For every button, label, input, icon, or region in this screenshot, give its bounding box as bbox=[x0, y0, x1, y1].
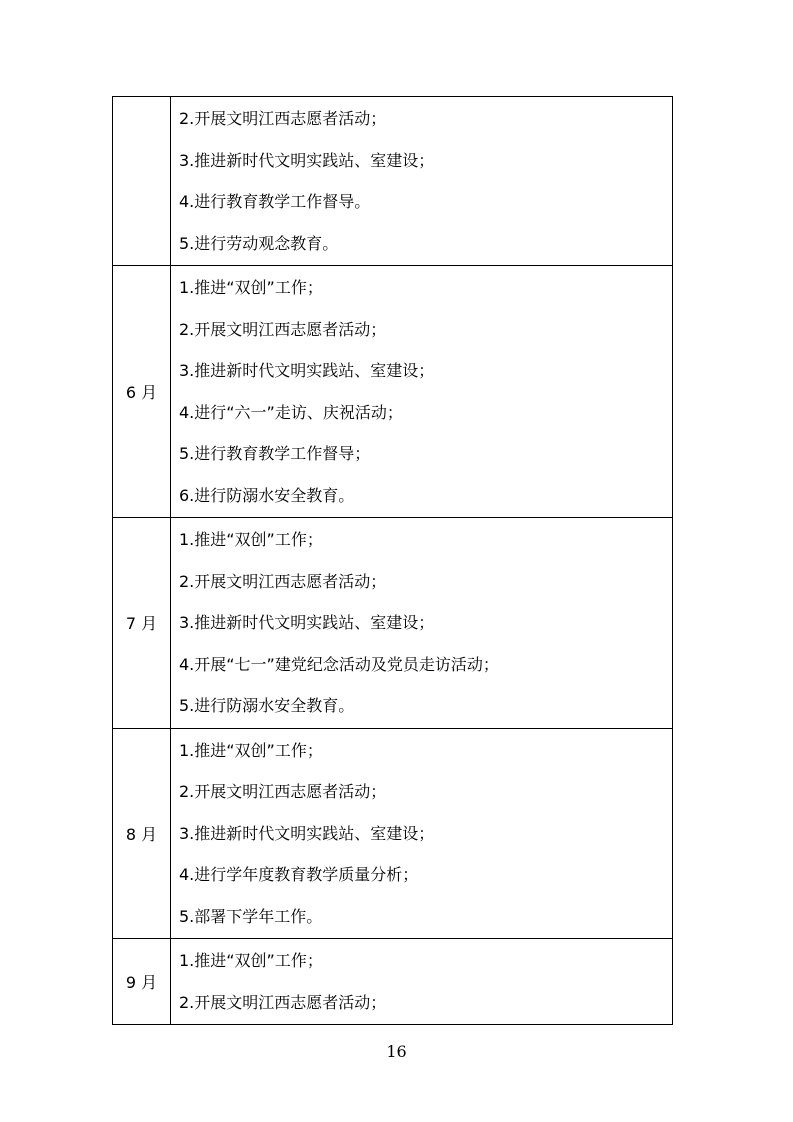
month-cell: 9 月 bbox=[113, 939, 171, 1025]
task-item: 6.进行防溺水安全教育。 bbox=[179, 485, 355, 505]
task-list-cell bbox=[171, 97, 673, 266]
month-cell: 7 月 bbox=[113, 518, 171, 729]
task-list-cell bbox=[171, 518, 673, 729]
month-cell: 8 月 bbox=[113, 728, 171, 939]
task-item: 1.推进“双创”工作； bbox=[179, 278, 323, 297]
task-item: 4.进行“六一”走访、庆祝活动； bbox=[179, 402, 403, 422]
table-row bbox=[113, 266, 673, 518]
task-item: 5.进行防溺水安全教育。 bbox=[179, 696, 355, 715]
task-item: 3.推进新时代文明实践站、室建设； bbox=[179, 361, 435, 380]
task-item: 2.开展文明江西志愿者活动； bbox=[179, 109, 387, 128]
schedule-body bbox=[113, 97, 673, 1025]
task-item: 1.推进“双创”工作； bbox=[179, 740, 323, 760]
task-item: 1.推进“双创”工作； bbox=[179, 951, 323, 970]
task-list-cell bbox=[171, 939, 673, 1025]
task-list-cell bbox=[171, 728, 673, 939]
month-cell: 6 月 bbox=[113, 266, 171, 518]
table-row bbox=[113, 518, 673, 729]
task-item: 2.开展文明江西志愿者活动； bbox=[179, 319, 387, 339]
task-item: 5.部署下学年工作。 bbox=[179, 906, 323, 926]
task-item: 3.推进新时代文明实践站、室建设； bbox=[179, 613, 435, 632]
table-row bbox=[113, 939, 673, 1025]
task-item: 4.开展“七一”建党纪念活动及党员走访活动； bbox=[179, 654, 499, 674]
task-item: 5.进行劳动观念教育。 bbox=[179, 233, 339, 253]
task-list-cell bbox=[171, 266, 673, 518]
task-item: 2.开展文明江西志愿者活动； bbox=[179, 992, 387, 1012]
task-item: 3.推进新时代文明实践站、室建设； bbox=[179, 823, 435, 843]
task-item: 3.推进新时代文明实践站、室建设； bbox=[179, 150, 435, 170]
task-item: 2.开展文明江西志愿者活动； bbox=[179, 782, 387, 801]
month-cell bbox=[113, 97, 171, 266]
schedule-table bbox=[112, 96, 673, 1025]
page-number: 16 bbox=[386, 1042, 407, 1061]
task-item: 5.进行教育教学工作督导； bbox=[179, 444, 371, 463]
table-row bbox=[113, 728, 673, 939]
task-item: 1.推进“双创”工作； bbox=[179, 530, 323, 549]
task-item: 4.进行学年度教育教学质量分析； bbox=[179, 865, 419, 884]
task-item: 2.开展文明江西志愿者活动； bbox=[179, 571, 387, 591]
task-item: 4.进行教育教学工作督导。 bbox=[179, 192, 371, 211]
table-row bbox=[113, 97, 673, 266]
